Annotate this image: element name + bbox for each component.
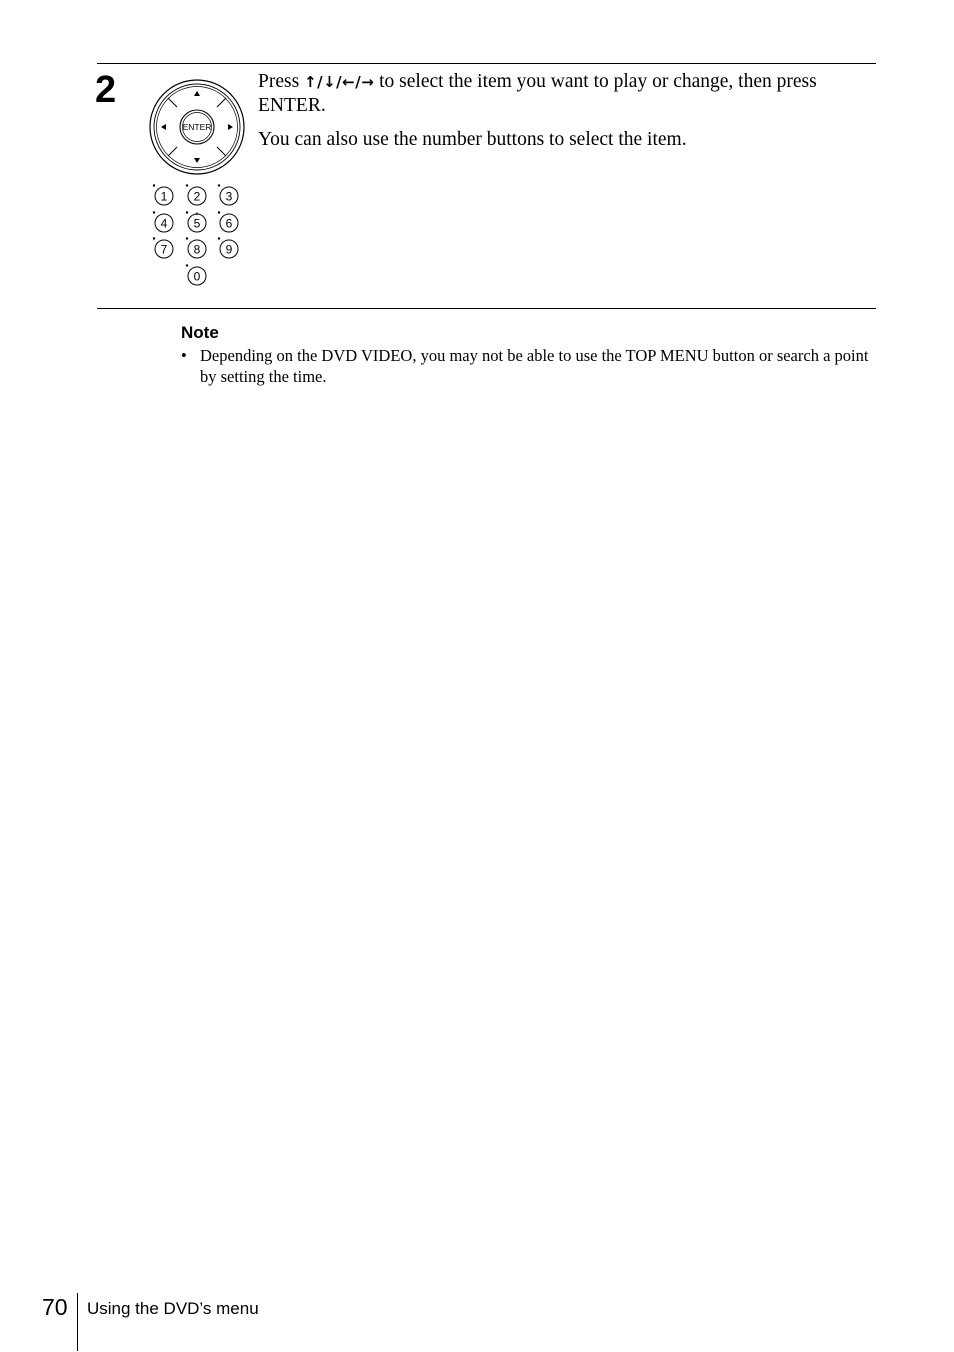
remote-buttons-drawing xyxy=(146,78,252,290)
number-button-label: 6 xyxy=(225,216,233,231)
step-tip: You can also use the number buttons to select the item. xyxy=(258,129,687,150)
arrow-keys-icon: ↑/↓/←/→ xyxy=(304,73,375,91)
note-item-text: Depending on the DVD VIDEO, you may not be able to use the TOP MENU button or search a point by setting the time. xyxy=(200,346,869,386)
footer-section-label: Using the DVD’s menu xyxy=(87,1299,259,1318)
number-button-label: 7 xyxy=(160,242,168,257)
number-button-label: 1 xyxy=(160,189,168,204)
number-button-label: 9 xyxy=(225,242,233,257)
remote-illustration xyxy=(146,78,252,290)
number-button-label: 8 xyxy=(193,242,201,257)
step-number: 2 xyxy=(95,69,117,111)
note-list xyxy=(181,345,876,387)
footer-divider xyxy=(77,1293,78,1351)
step-text xyxy=(258,70,876,152)
top-rule xyxy=(97,63,876,64)
bullet-icon: • xyxy=(181,346,187,365)
number-buttons xyxy=(153,184,238,285)
note-title: Note xyxy=(181,323,219,342)
page-number: 70 xyxy=(42,1294,68,1320)
step-instruction xyxy=(258,70,876,118)
bottom-rule xyxy=(97,308,876,309)
note-item xyxy=(181,345,876,387)
instruction-prefix: Press xyxy=(258,71,300,92)
number-button-label: 0 xyxy=(193,269,201,284)
number-button-label: 3 xyxy=(225,189,233,204)
instruction-suffix: to select the item you want to play or change, then press ENTER. xyxy=(258,71,817,116)
directional-pad xyxy=(150,80,244,174)
number-button-label: 4 xyxy=(160,216,168,231)
number-button-label: 2 xyxy=(193,189,201,204)
number-button-label: 5 xyxy=(193,216,201,231)
enter-label: ENTER xyxy=(182,122,212,132)
